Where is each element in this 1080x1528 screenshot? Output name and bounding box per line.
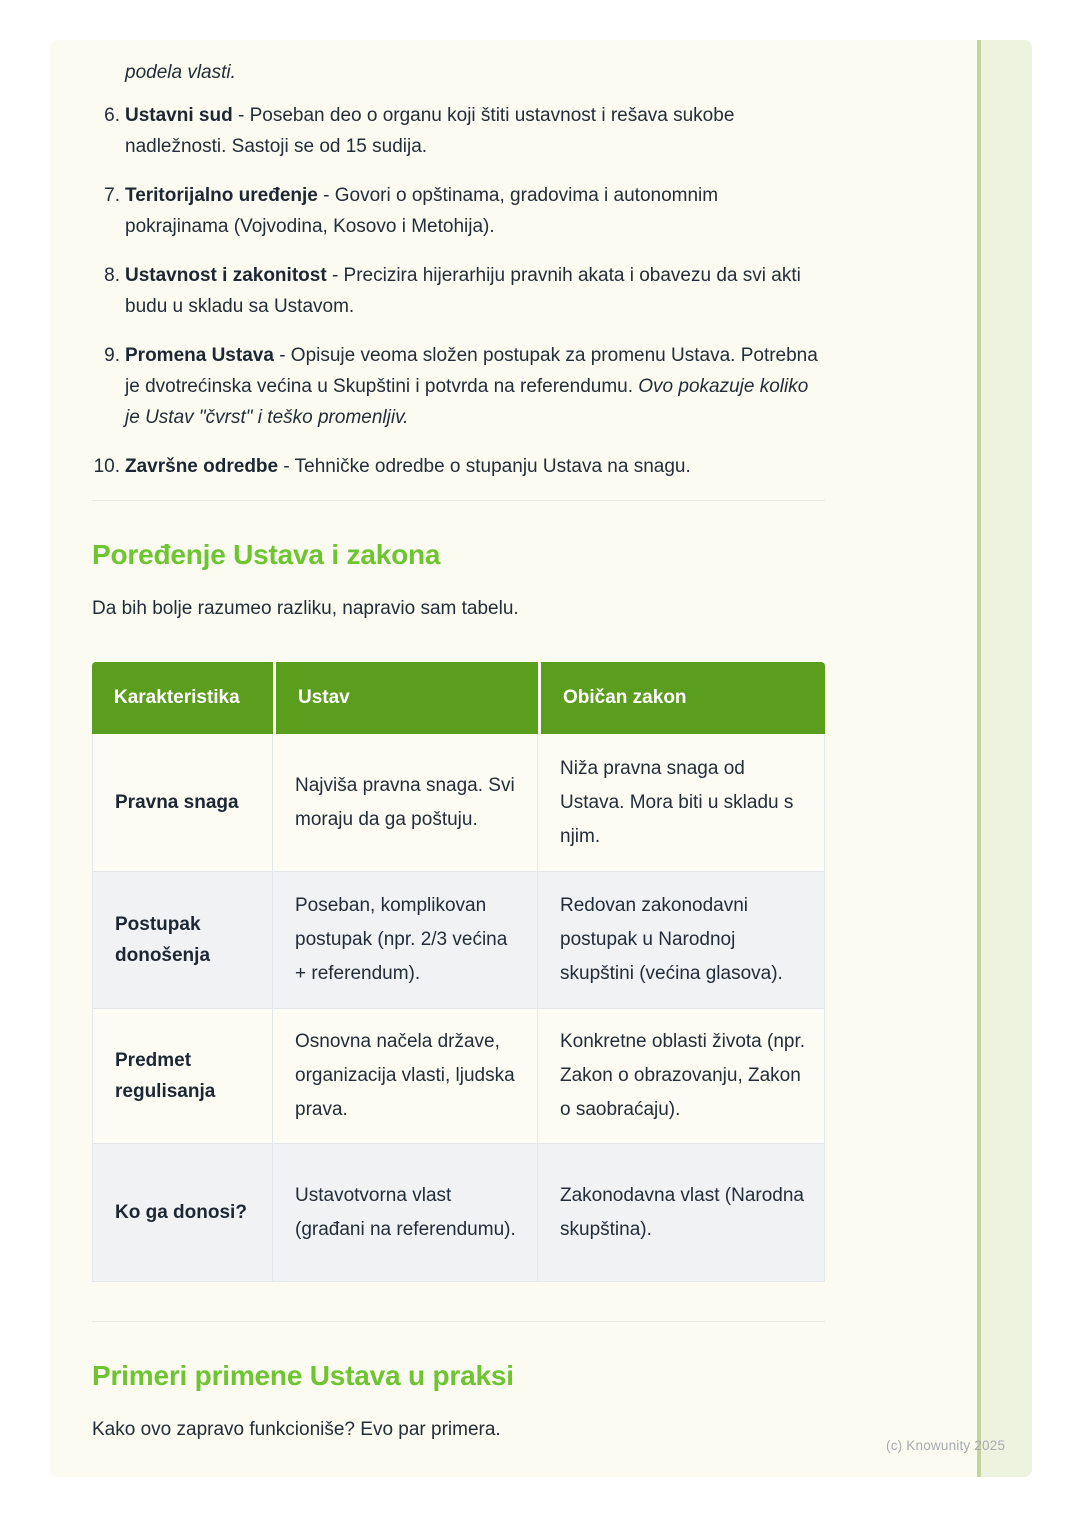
list-item-10 (92, 451, 825, 482)
table-row-ko-ga-donosi (92, 1144, 825, 1282)
list-item-text (125, 180, 823, 242)
list-item-description: - Tehničke odredbe o stupanju Ustava na snagu. (283, 456, 691, 477)
document-content (50, 40, 825, 1445)
list-item-title: Promena Ustava (125, 345, 274, 366)
cell-zakon: Konkretne oblasti života (npr. Zakon o obrazovanju, Zakon o saobraćaju). (538, 1009, 825, 1144)
row-label: Pravna snaga (92, 734, 273, 872)
table-header-obican-zakon: Običan zakon (538, 662, 825, 734)
list-item-text (125, 451, 823, 482)
decorative-green-stripe (977, 40, 1032, 1477)
table-header-ustav: Ustav (273, 662, 538, 734)
list-item-description: - Poseban deo o organu koji štiti ustavnost i rešava sukobe nadležnosti. Sastoji se od 15 sudija. (125, 105, 735, 157)
cell-ustav: Poseban, komplikovan postupak (npr. 2/3 većina + referendum). (273, 872, 538, 1009)
cell-zakon: Niža pravna snaga od Ustava. Mora biti u skladu s njim. (538, 734, 825, 872)
row-label: Ko ga donosi? (92, 1144, 273, 1282)
cell-ustav: Ustavotvorna vlast (građani na referendumu). (273, 1144, 538, 1282)
cell-zakon: Redovan zakonodavni postupak u Narodnoj skupštini (većina glasova). (538, 872, 825, 1009)
list-item-number: 9. (104, 345, 120, 366)
numbered-list (92, 100, 825, 482)
continuation-italic-text: podela vlasti. (125, 62, 236, 83)
table-header-karakteristika: Karakteristika (92, 662, 273, 734)
section-divider (92, 1321, 825, 1322)
list-item-9 (92, 340, 825, 433)
table-row-predmet-regulisanja (92, 1009, 825, 1144)
list-item-description: - Precizira hijerarhiju pravnih akata i obavezu da svi akti budu u skladu sa Ustavom. (125, 265, 801, 317)
list-item-description: - Opisuje veoma složen postupak za promenu Ustava. Potrebna je dvotrećinska većina u Skupštini i potvrda na referendumu. (125, 345, 818, 397)
list-item-italic-note: Ovo pokazuje koliko je Ustav "čvrst" i teško promenljiv. (125, 376, 809, 428)
list-item-number: 10. (93, 456, 120, 477)
list-item-number: 7. (104, 185, 120, 206)
table-row-postupak-donosenja (92, 872, 825, 1009)
list-item-description: - Govori o opštinama, gradovima i autonomnim pokrajinama (Vojvodina, Kosovo i Metohija). (125, 185, 719, 237)
row-label: Postupak donošenja (92, 872, 273, 1009)
cell-ustav: Osnovna načela države, organizacija vlasti, ljudska prava. (273, 1009, 538, 1144)
list-item-title: Završne odredbe (125, 456, 279, 477)
comparison-table (92, 662, 825, 1282)
examples-section-title: Primeri primene Ustava u praksi (92, 1360, 514, 1391)
list-item-text (125, 100, 823, 162)
list-item-number: 8. (104, 265, 120, 286)
examples-section-intro: Kako ovo zapravo funkcioniše? Evo par primera. (92, 1419, 501, 1440)
knowunity-watermark: (c) Knowunity 2025 (886, 1438, 1006, 1453)
table-row-pravna-snaga (92, 734, 825, 872)
list-item-number: 6. (104, 105, 120, 126)
section-divider (92, 500, 825, 501)
cell-zakon: Zakonodavna vlast (Narodna skupština). (538, 1144, 825, 1282)
list-item-7 (92, 180, 825, 242)
list-item-title: Ustavni sud (125, 105, 233, 126)
document-page (50, 40, 1032, 1477)
list-item-6 (92, 100, 825, 162)
cell-ustav: Najviša pravna snaga. Svi moraju da ga poštuju. (273, 734, 538, 872)
list-item-title: Teritorijalno uređenje (125, 185, 318, 206)
list-item-8 (92, 260, 825, 322)
compare-section-intro: Da bih bolje razumeo razliku, napravio sam tabelu. (92, 598, 519, 619)
list-item-text (125, 260, 823, 322)
list-item-title: Ustavnost i zakonitost (125, 265, 327, 286)
compare-section-title: Poređenje Ustava i zakona (92, 539, 441, 570)
row-label: Predmet regulisanja (92, 1009, 273, 1144)
table-header (92, 662, 825, 734)
list-item-text (125, 340, 823, 433)
